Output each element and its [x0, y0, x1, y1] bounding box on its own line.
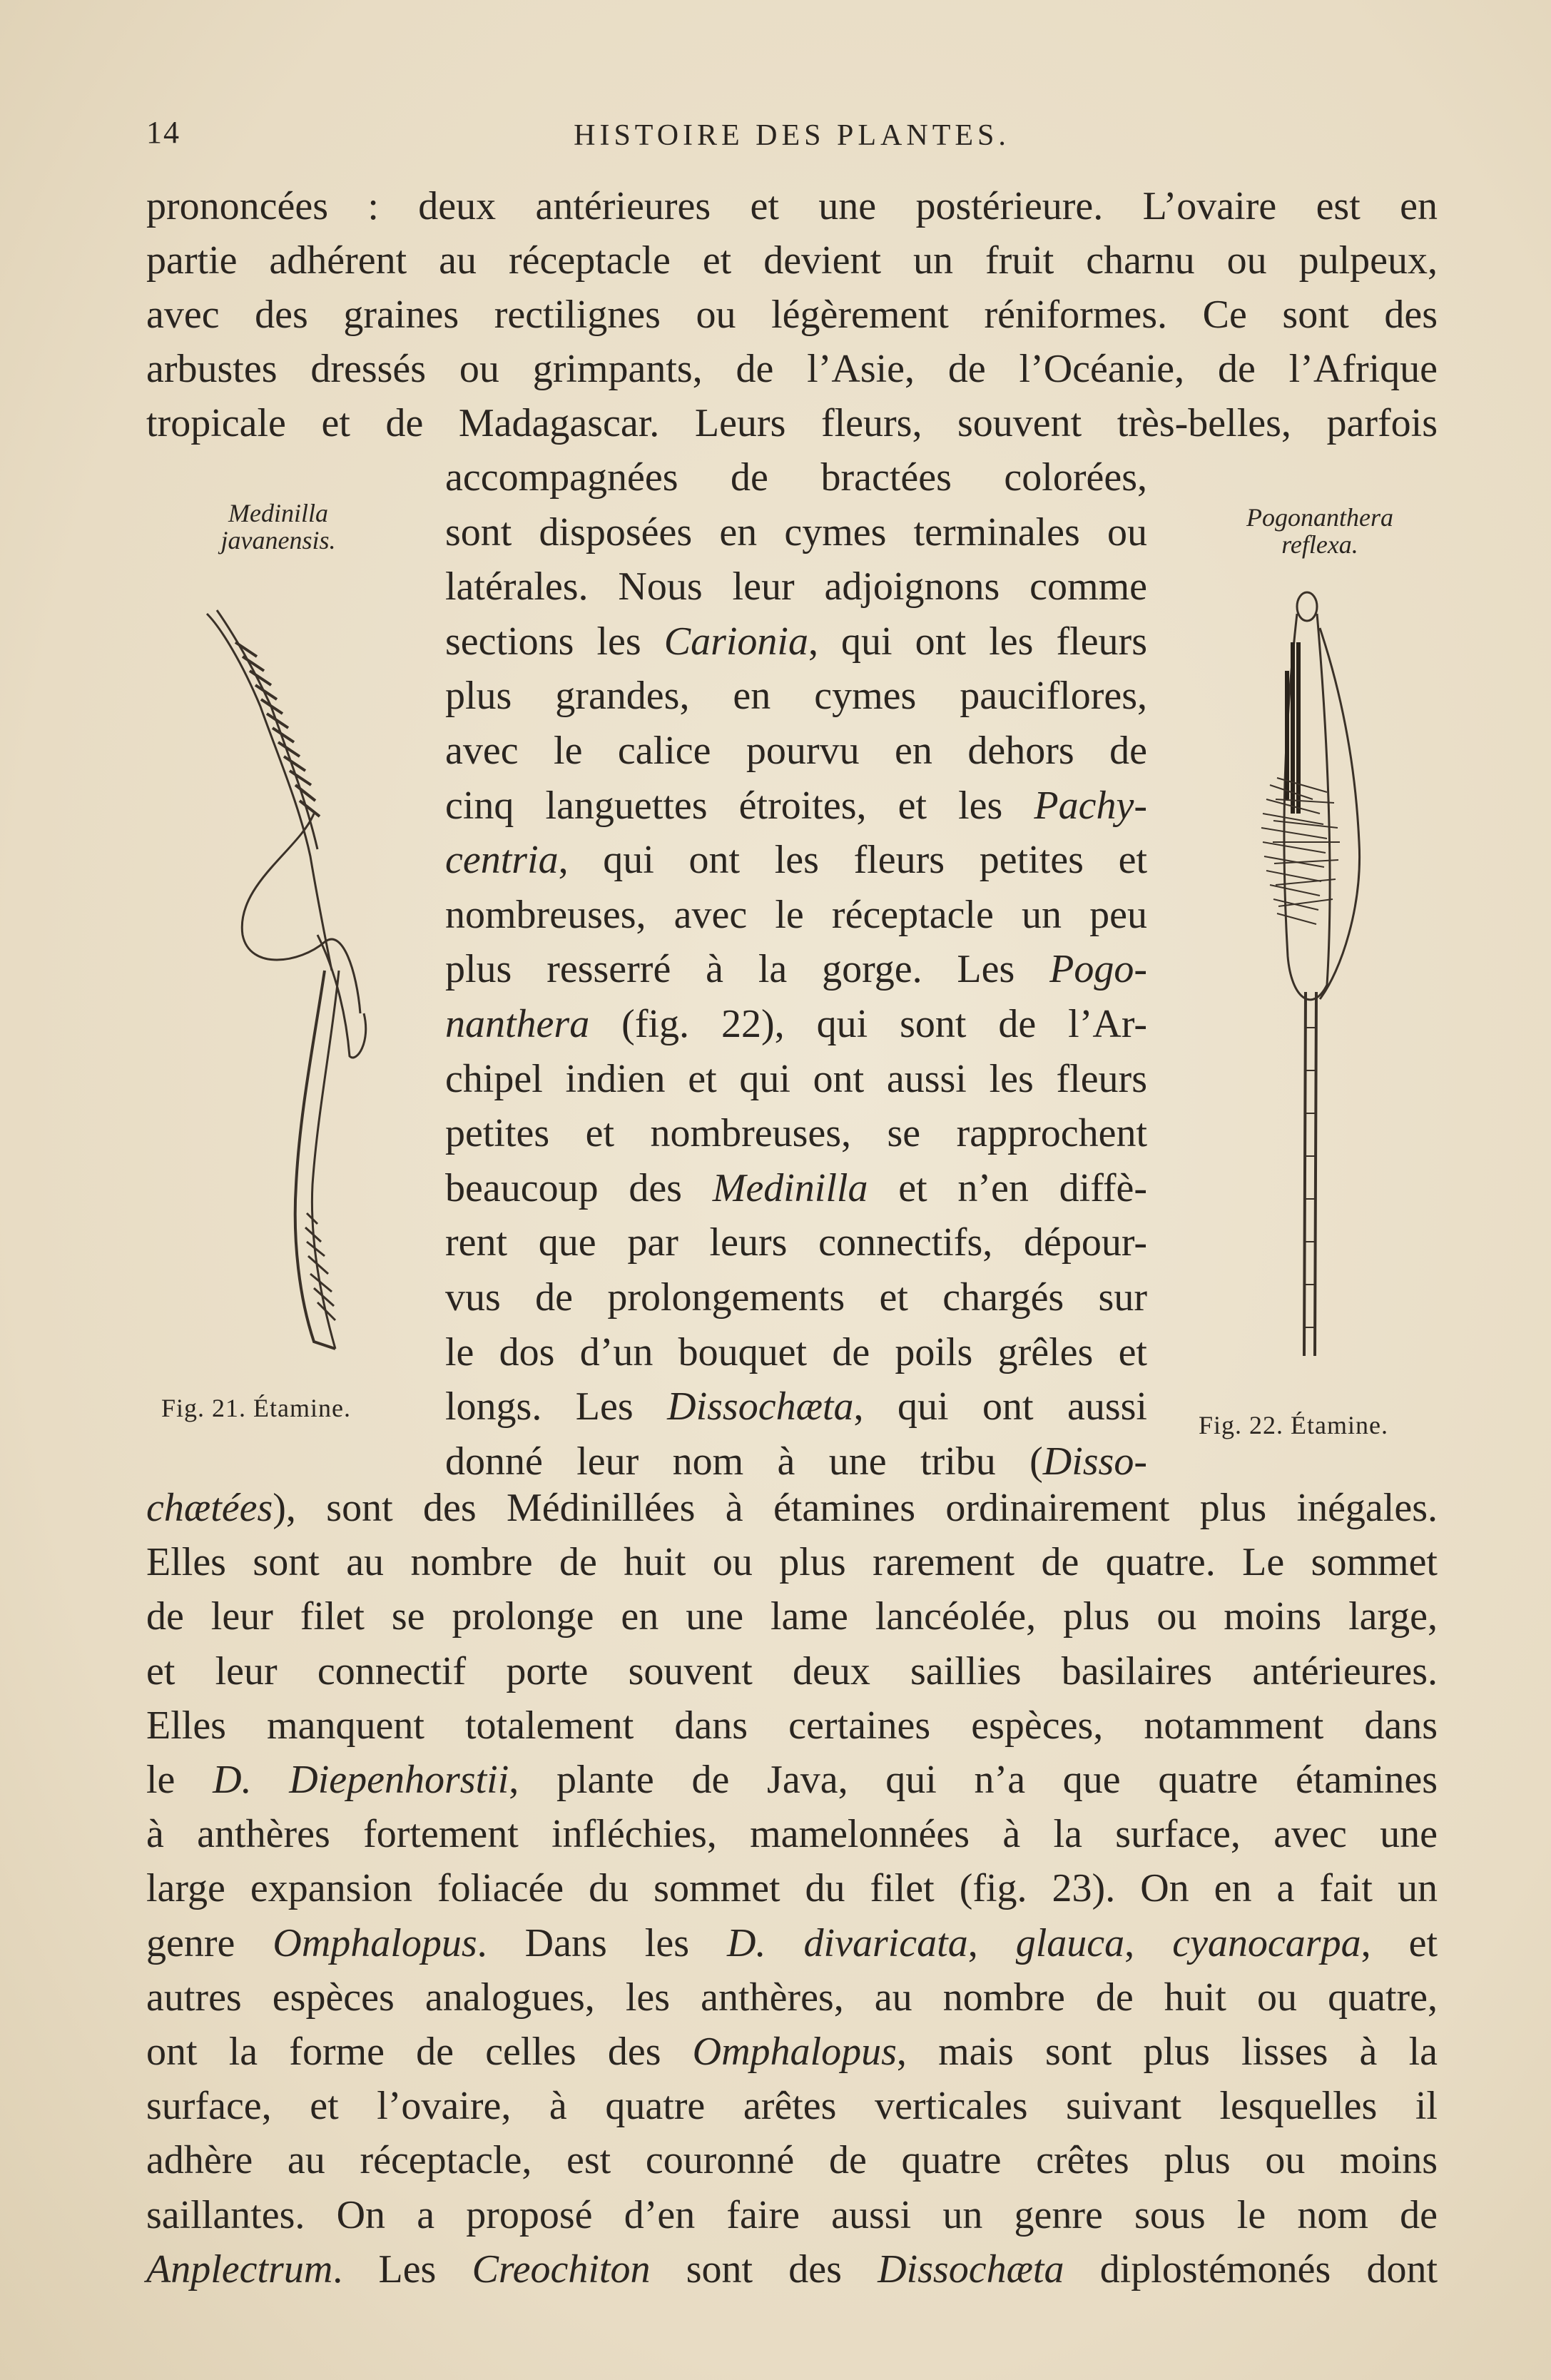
text-line: nombreuses, avec le réceptacle un peu [445, 892, 1147, 937]
text-line: autres espèces analogues, les anthères, au nombre de huit ou quatre, [146, 1975, 1438, 2020]
text-line: prononcées : deux antérieures et une postérieure. L’ovaire est en [146, 184, 1438, 228]
text-line: surface, et l’ovaire, à quatre arêtes verticales suivant lesquelles il [146, 2084, 1438, 2129]
text-line: tropicale et de Madagascar. Leurs fleurs, souvent très-belles, parfois [146, 401, 1438, 445]
text-line: le dos d’un bouquet de poils grêles et [445, 1330, 1147, 1374]
page-header [146, 114, 1438, 164]
page-number: 14 [146, 115, 180, 150]
text-line: genre Omphalopus. Dans les D. divaricata, glauca, cyanocarpa, et [146, 1920, 1438, 1965]
fig22-connective-curve [1320, 628, 1360, 999]
text-line: de leur filet se prolonge en une lame lancéolée, plus ou moins large, [146, 1594, 1438, 1639]
text-line: donné leur nom à une tribu (Disso- [445, 1439, 1147, 1484]
text-line: plus grandes, en cymes pauciflores, [445, 674, 1147, 719]
text-line: large expansion foliacée du sommet du filet (fig. 23). On en a fait un [146, 1866, 1438, 1911]
figure-21-stamen-illustration [193, 599, 392, 1370]
figure-22-species [1213, 504, 1427, 558]
text-line: chipel indien et qui ont aussi les fleurs [445, 1056, 1147, 1101]
figure-22-species-epithet: reflexa. [1281, 530, 1358, 559]
text-line: vus de prolongements et chargés sur [445, 1275, 1147, 1320]
text-line: à anthères fortement infléchies, mamelonnées à la surface, avec une [146, 1812, 1438, 1857]
fig22-apex [1297, 592, 1317, 621]
text-line: et leur connectif porte souvent deux saillies basilaires antérieures. [146, 1649, 1438, 1693]
text-line: ont la forme de celles des Omphalopus, mais sont plus lisses à la [146, 2030, 1438, 2074]
figure-21-species-epithet: javanensis. [220, 526, 336, 555]
figure-21-species-genus: Medinilla [228, 499, 328, 527]
text-line: rent que par leurs connectifs, dépour- [445, 1220, 1147, 1265]
figure-21-caption: Fig. 21. Étamine. [161, 1394, 351, 1422]
text-line: accompagnées de bractées colorées, [445, 455, 1147, 500]
fig21-anther-outline [207, 614, 332, 971]
text-line: Elles sont au nombre de huit ou plus rarement de quatre. Le sommet [146, 1540, 1438, 1585]
text-line: partie adhérent au réceptacle et devient un fruit charnu ou pulpeux, [146, 238, 1438, 283]
text-line: sont disposées en cymes terminales ou [445, 510, 1147, 555]
text-line: sections les Carionia, qui ont les fleurs [445, 619, 1147, 664]
text-line: saillantes. On a proposé d’en faire aussi un genre sous le nom de [146, 2192, 1438, 2237]
figure-22-stamen-illustration [1213, 585, 1398, 1384]
text-line: longs. Les Dissochæta, qui ont aussi [445, 1384, 1147, 1429]
running-title: HISTOIRE DES PLANTES. [574, 119, 1010, 152]
text-line: petites et nombreuses, se rapprochent [445, 1111, 1147, 1156]
figure-22-species-genus: Pogonanthera [1246, 503, 1393, 532]
text-line: adhère au réceptacle, est couronné de quatre crêtes plus ou moins [146, 2138, 1438, 2183]
figure-21-species [193, 500, 364, 554]
text-line: cinq languettes étroites, et les Pachy- [445, 783, 1147, 828]
figure-22-caption: Fig. 22. Étamine. [1199, 1411, 1388, 1439]
text-line: Anplectrum. Les Creochiton sont des Dissochæta diplostémonés dont [146, 2247, 1438, 2292]
text-line: chætées), sont des Médinillées à étamines ordinairement plus inégales. [146, 1486, 1438, 1530]
text-line: avec le calice pourvu en dehors de [445, 729, 1147, 773]
text-line: centria, qui ont les fleurs petites et [445, 838, 1147, 883]
text-line: beaucoup des Medinilla et n’en diffè- [445, 1165, 1148, 1210]
text-line: nanthera (fig. 22), qui sont de l’Ar- [445, 1002, 1147, 1046]
text-line: le D. Diepenhorstii, plante de Java, qui n’a que quatre étamines [146, 1758, 1438, 1802]
text-line: Elles manquent totalement dans certaines espèces, notamment dans [146, 1703, 1438, 1748]
text-line: arbustes dressés ou grimpants, de l’Asie, de l’Océanie, de l’Afrique [146, 347, 1438, 391]
text-line: plus resserré à la gorge. Les Pogo- [445, 947, 1147, 992]
text-line: avec des graines rectilignes ou légèrement réniformes. Ce sont des [146, 293, 1438, 337]
text-line: latérales. Nous leur adjoignons comme [445, 564, 1147, 609]
